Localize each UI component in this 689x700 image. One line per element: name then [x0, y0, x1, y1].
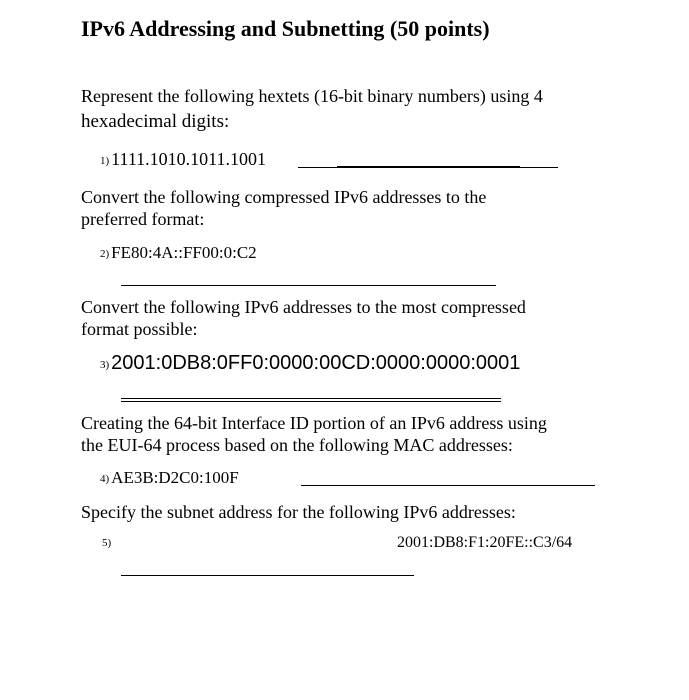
question-1-text: 1111.1010.1011.1001 — [111, 149, 266, 169]
section-4-instruction-line-1: Creating the 64-bit Interface ID portion of an IPv6 address using — [81, 413, 547, 433]
answer-line-1-overlay — [337, 166, 520, 167]
answer-line-2[interactable] — [121, 285, 496, 286]
question-3 — [100, 352, 520, 375]
page-title: IPv6 Addressing and Subnetting (50 points) — [81, 16, 490, 41]
answer-line-5[interactable] — [121, 575, 414, 576]
question-2-number: 2) — [100, 248, 110, 260]
answer-line-3-underline — [121, 401, 501, 402]
question-3-number: 3) — [100, 359, 110, 371]
section-3-instruction-line-1: Convert the following IPv6 addresses to the most compressed — [81, 297, 526, 317]
question-5-text: 2001:DB8:F1:20FE::C3/64 — [397, 534, 573, 551]
answer-line-4[interactable] — [301, 485, 595, 486]
answer-line-3[interactable] — [121, 398, 501, 399]
question-2 — [100, 243, 257, 263]
question-5-number: 5) — [102, 537, 112, 549]
question-4-text: AE3B:D2C0:100F — [111, 468, 239, 487]
question-3-text: 2001:0DB8:0FF0:0000:00CD:0000:0000:0001 — [111, 352, 521, 374]
question-4 — [100, 468, 239, 488]
question-2-text: FE80:4A::FF00:0:C2 — [111, 243, 257, 262]
question-4-number: 4) — [100, 473, 110, 485]
question-1 — [100, 149, 266, 170]
section-2-instruction-line-1: Convert the following compressed IPv6 addresses to the — [81, 187, 487, 207]
section-4-instruction-line-2: the EUI-64 process based on the following MAC addresses: — [81, 435, 513, 455]
section-5-instruction-line-1: Specify the subnet address for the following IPv6 addresses: — [81, 502, 516, 522]
section-1-instruction-line-1 — [81, 85, 543, 107]
section-1-instruction-line-2: hexadecimal digits: — [81, 111, 230, 132]
section-2-instruction-line-2: preferred format: — [81, 209, 205, 229]
section-1-instruction-text: Represent the following hextets (16-bit binary numbers) using 4 — [81, 86, 543, 106]
question-1-number: 1) — [100, 155, 110, 167]
section-3-instruction-line-2: format possible: — [81, 319, 198, 339]
answer-line-1[interactable] — [298, 167, 558, 168]
